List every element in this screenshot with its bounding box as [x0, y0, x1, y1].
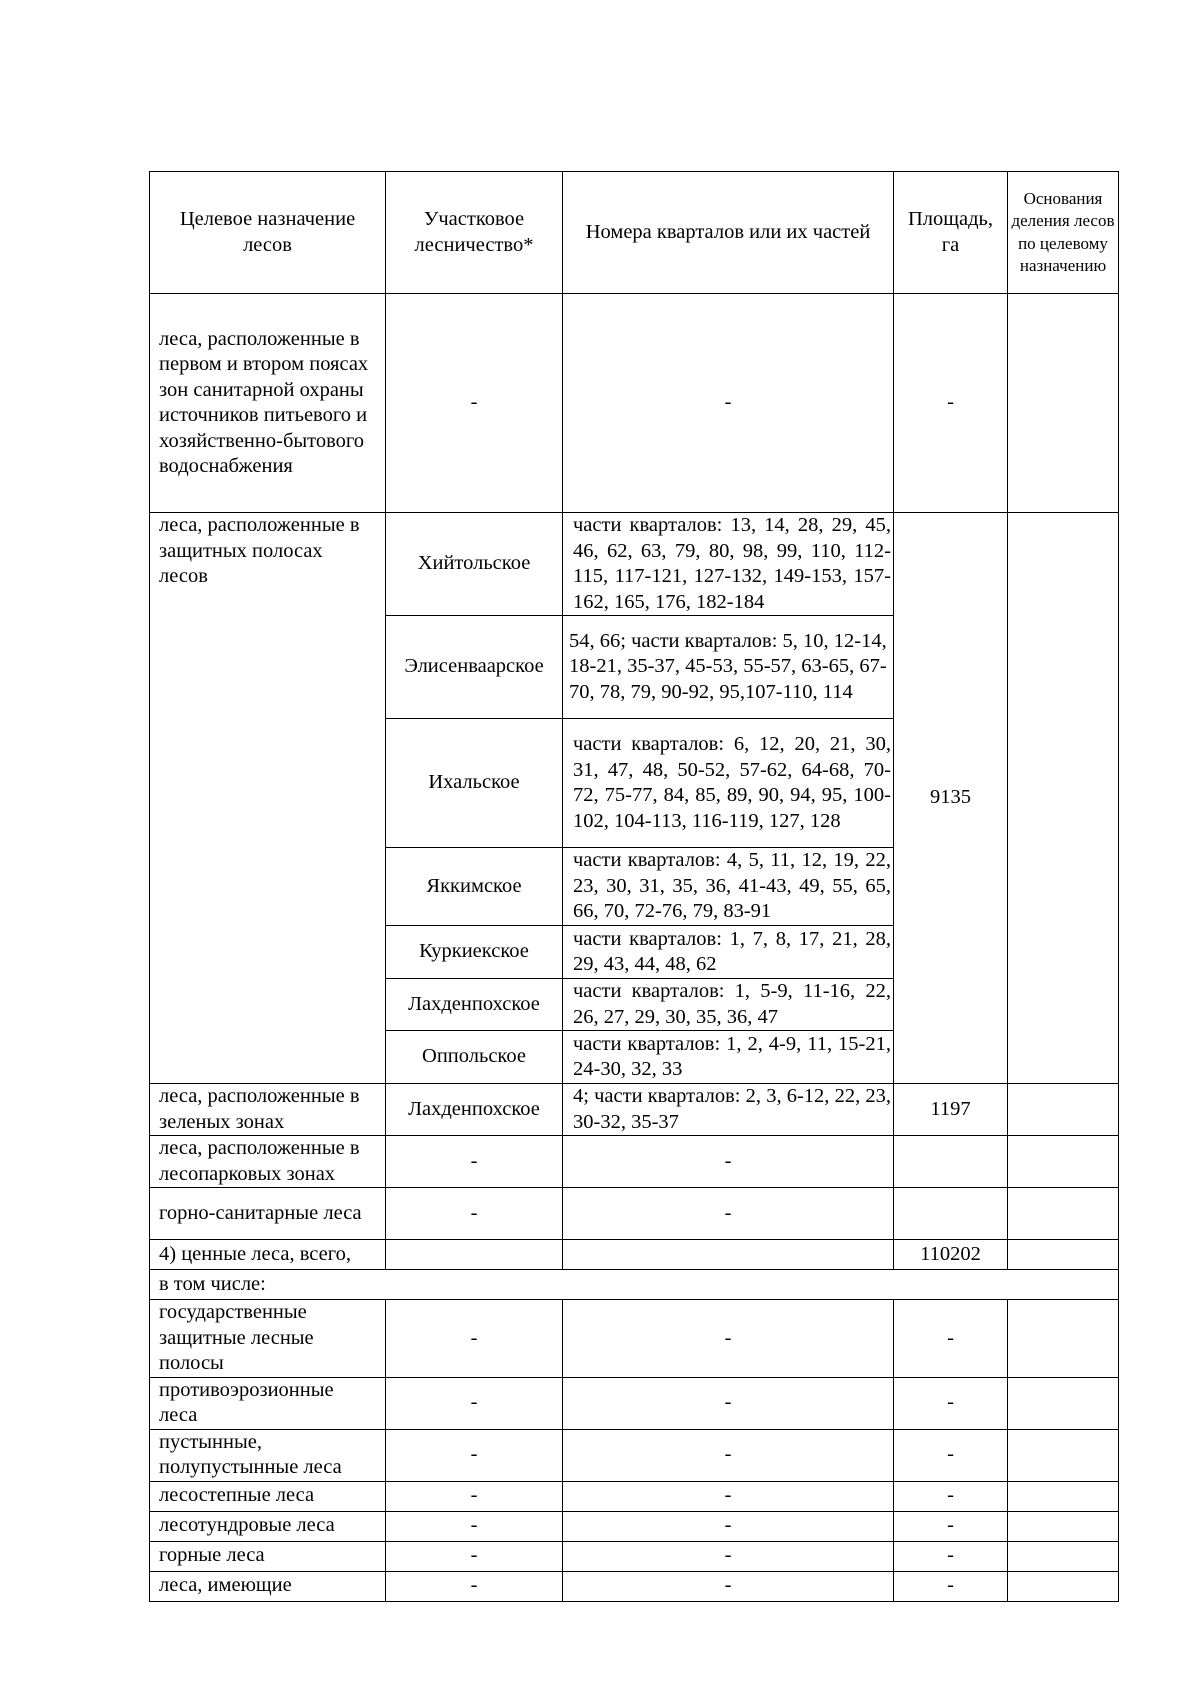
cell-forestry: Куркиекское [386, 926, 563, 979]
cell-forestry: - [386, 1377, 563, 1429]
table-row [150, 1571, 1119, 1601]
cell-purpose: леса, расположенные в первом и втором поясах зон санитарной охраны источников питьевого и хозяйственно-бытового водоснабжения [150, 294, 386, 513]
header-quarters: Номера кварталов или их частей [563, 172, 894, 294]
cell-basis [1008, 1377, 1119, 1429]
cell-area: 110202 [894, 1240, 1008, 1270]
cell-quarters: части кварталов: 1, 7, 8, 17, 21, 28, 29, 43, 44, 48, 62 [563, 926, 894, 979]
cell-quarters: - [563, 1571, 894, 1601]
including-label: в том числе: [150, 1270, 1119, 1300]
cell-forestry [386, 1240, 563, 1270]
table-row [150, 1429, 1119, 1481]
cell-quarters: - [563, 1188, 894, 1240]
cell-basis [1008, 1541, 1119, 1571]
table-row [150, 1084, 1119, 1136]
cell-purpose: леса, расположенные в лесопарковых зонах [150, 1136, 386, 1188]
cell-area: - [894, 1481, 1008, 1511]
cell-forestry: Лахденпохское [386, 979, 563, 1031]
table-row [150, 513, 1119, 616]
cell-area [894, 1136, 1008, 1188]
header-forestry: Участковое лесничество* [386, 172, 563, 294]
cell-area: - [894, 1300, 1008, 1378]
cell-quarters: 54, 66; части кварталов: 5, 10, 12-14, 18-21, 35-37, 45-53, 55-57, 63-65, 67-70, 78, 79, 90-92, 95,107-110, 114 [563, 616, 894, 719]
cell-quarters: части кварталов: 1, 5-9, 11-16, 22, 26, 27, 29, 30, 35, 36, 47 [563, 979, 894, 1031]
cell-area: - [894, 1511, 1008, 1541]
cell-area: 9135 [894, 513, 1008, 1084]
table-row [150, 1188, 1119, 1240]
cell-purpose: леса, расположенные в зеленых зонах [150, 1084, 386, 1136]
cell-forestry: Оппольское [386, 1031, 563, 1084]
cell-basis [1008, 1429, 1119, 1481]
cell-basis [1008, 1084, 1119, 1136]
cell-quarters: - [563, 1511, 894, 1541]
table-row [150, 1511, 1119, 1541]
cell-forestry: - [386, 1188, 563, 1240]
cell-area [894, 1188, 1008, 1240]
cell-forestry: Хийтольское [386, 513, 563, 616]
cell-quarters: части кварталов: 13, 14, 28, 29, 45, 46, 62, 63, 79, 80, 98, 99, 110, 112-115, 117-121, 127-132, 149-153, 157-162, 165, 176, 182-184 [563, 513, 894, 616]
cell-forestry: Яккимское [386, 848, 563, 926]
table-row [150, 1481, 1119, 1511]
cell-forestry: - [386, 1300, 563, 1378]
cell-purpose: 4) ценные леса, всего, [150, 1240, 386, 1270]
cell-purpose: леса, имеющие [150, 1571, 386, 1601]
table-row [150, 294, 1119, 513]
cell-basis [1008, 1136, 1119, 1188]
table-row [150, 1270, 1119, 1300]
cell-basis [1008, 1188, 1119, 1240]
cell-basis [1008, 513, 1119, 1084]
cell-forestry: - [386, 1429, 563, 1481]
cell-forestry: Элисенваарское [386, 616, 563, 719]
cell-quarters: - [563, 1300, 894, 1378]
cell-quarters: части кварталов: 1, 2, 4-9, 11, 15-21, 24-30, 32, 33 [563, 1031, 894, 1084]
table-row [150, 1240, 1119, 1270]
cell-basis [1008, 1571, 1119, 1601]
cell-quarters: - [563, 1541, 894, 1571]
cell-quarters: - [563, 1481, 894, 1511]
cell-basis [1008, 1300, 1119, 1378]
cell-forestry: - [386, 1136, 563, 1188]
cell-forestry: - [386, 1481, 563, 1511]
cell-forestry: - [386, 1511, 563, 1541]
cell-area: - [894, 1541, 1008, 1571]
cell-basis [1008, 1511, 1119, 1541]
cell-quarters: части кварталов: 6, 12, 20, 21, 30, 31, 47, 48, 50-52, 57-62, 64-68, 70-72, 75-77, 84, 85, 89, 90, 94, 95, 100-102, 104-113, 116-119, 127, 128 [563, 719, 894, 848]
cell-area: 1197 [894, 1084, 1008, 1136]
table-row [150, 1377, 1119, 1429]
cell-quarters: - [563, 294, 894, 513]
cell-purpose: противоэрозионные леса [150, 1377, 386, 1429]
cell-quarters [563, 1240, 894, 1270]
cell-forestry: - [386, 1541, 563, 1571]
cell-quarters: части кварталов: 4, 5, 11, 12, 19, 22, 23, 30, 31, 35, 36, 41-43, 49, 55, 65, 66, 70, 72-76, 79, 83-91 [563, 848, 894, 926]
forest-purpose-table [149, 171, 1119, 1602]
cell-purpose: леса, расположенные в защитных полосах лесов [150, 513, 386, 1084]
cell-area: - [894, 1429, 1008, 1481]
table-row [150, 1300, 1119, 1378]
cell-area: - [894, 1377, 1008, 1429]
cell-basis [1008, 1240, 1119, 1270]
cell-forestry: - [386, 294, 563, 513]
cell-purpose: горные леса [150, 1541, 386, 1571]
cell-purpose: государственные защитные лесные полосы [150, 1300, 386, 1378]
cell-area: - [894, 1571, 1008, 1601]
cell-area: - [894, 294, 1008, 513]
header-basis: Основания деления лесов по целевому назначению [1008, 172, 1119, 294]
cell-forestry: - [386, 1571, 563, 1601]
cell-quarters: - [563, 1377, 894, 1429]
cell-forestry: Ихальское [386, 719, 563, 848]
cell-quarters: - [563, 1136, 894, 1188]
table-header-row [150, 172, 1119, 294]
cell-basis [1008, 294, 1119, 513]
cell-quarters: 4; части кварталов: 2, 3, 6-12, 22, 23, 30-32, 35-37 [563, 1084, 894, 1136]
cell-purpose: лесостепные леса [150, 1481, 386, 1511]
table-row [150, 1541, 1119, 1571]
table-row [150, 1136, 1119, 1188]
cell-purpose: горно-санитарные леса [150, 1188, 386, 1240]
header-area: Площадь, га [894, 172, 1008, 294]
cell-forestry: Лахденпохское [386, 1084, 563, 1136]
cell-quarters: - [563, 1429, 894, 1481]
cell-basis [1008, 1481, 1119, 1511]
cell-purpose: пустынные, полупустынные леса [150, 1429, 386, 1481]
header-purpose: Целевое назначение лесов [150, 172, 386, 294]
cell-purpose: лесотундровые леса [150, 1511, 386, 1541]
